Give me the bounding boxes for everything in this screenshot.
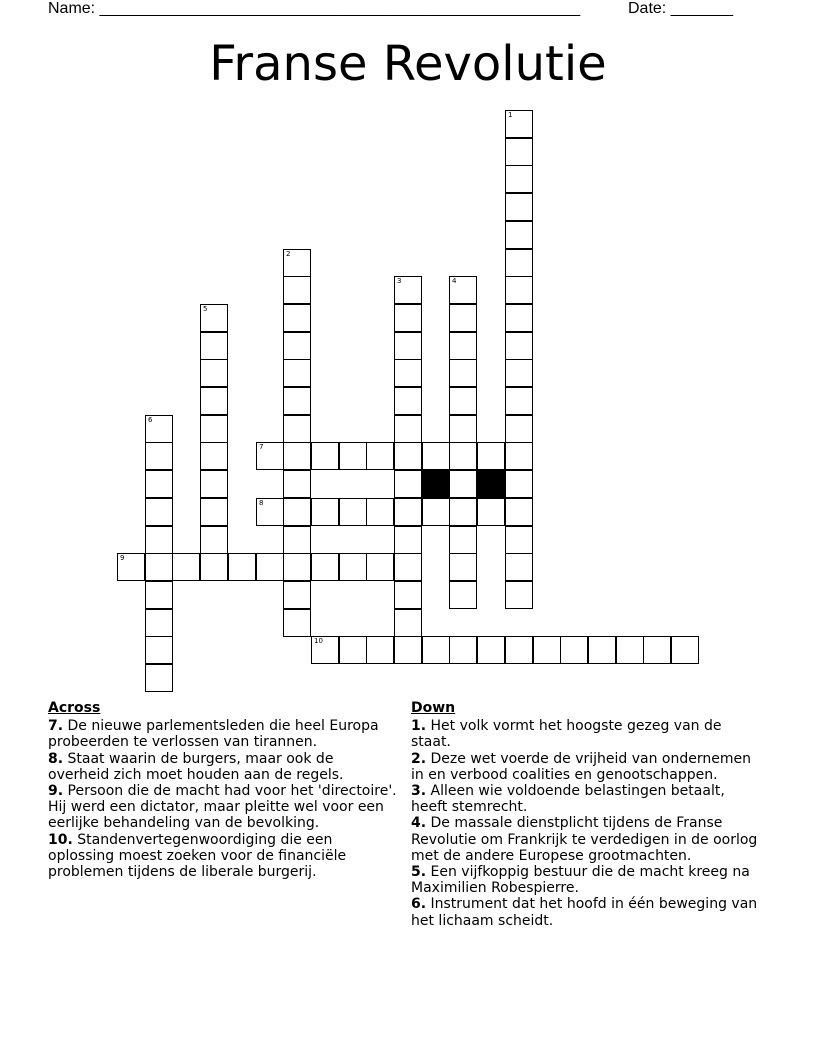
- grid-cell[interactable]: [394, 415, 422, 443]
- cell-number: 1: [508, 111, 513, 119]
- grid-cell[interactable]: [145, 636, 173, 664]
- grid-cell[interactable]: [145, 553, 173, 581]
- grid-cell[interactable]: [394, 442, 422, 470]
- grid-cell[interactable]: [200, 526, 228, 554]
- grid-cell[interactable]: [283, 609, 311, 637]
- clue-text: De massale dienstplicht tijdens de Franse Revolutie om Frankrijk te verdedigen in de oorlog met de andere Europese grootmachten.: [411, 815, 758, 864]
- grid-cell[interactable]: [394, 498, 422, 526]
- grid-cell[interactable]: [283, 470, 311, 498]
- cell-number: 5: [203, 305, 208, 313]
- grid-cell[interactable]: [256, 498, 284, 526]
- clue-number: 8.: [48, 750, 64, 767]
- clue-text: De nieuwe parlementsleden die heel Europa probeerden te verlossen van tirannen.: [48, 718, 379, 751]
- cell-number: 6: [148, 416, 153, 424]
- grid-cell[interactable]: [283, 332, 311, 360]
- grid-cell[interactable]: [394, 526, 422, 554]
- grid-cell[interactable]: [256, 442, 284, 470]
- grid-cell[interactable]: [200, 498, 228, 526]
- grid-cell[interactable]: [311, 442, 339, 470]
- grid-cell[interactable]: [505, 387, 533, 415]
- black-square: [422, 470, 450, 498]
- grid-cell[interactable]: [339, 498, 367, 526]
- clue-text: Instrument dat het hoofd in één beweging van het lichaam scheidt.: [411, 896, 758, 929]
- grid-cell[interactable]: [449, 276, 477, 304]
- page-title: Franse Revolutie: [209, 36, 607, 92]
- grid-cell[interactable]: [283, 526, 311, 554]
- grid-cell[interactable]: [394, 304, 422, 332]
- grid-cell[interactable]: [366, 498, 394, 526]
- grid-cell[interactable]: [422, 636, 450, 664]
- clue-text: Een vijfkoppig bestuur die de macht kreeg na Maximilien Robespierre.: [411, 864, 750, 897]
- grid-cell[interactable]: [283, 442, 311, 470]
- clue-text: Standenvertegenwoordiging die een oplossing moest zoeken voor de financiële problemen tijdens de liberale burgerij.: [48, 831, 347, 881]
- across-clues: [48, 700, 398, 880]
- clue-text: Staat waarin de burgers, maar ook de overheid zich moet houden aan de regels.: [48, 750, 344, 783]
- grid-cell[interactable]: [200, 359, 228, 387]
- grid-cell[interactable]: [588, 636, 616, 664]
- clue-number: 4.: [411, 815, 427, 832]
- down-clue-4: [411, 815, 761, 864]
- grid-cell[interactable]: [505, 221, 533, 249]
- grid-cell[interactable]: [366, 553, 394, 581]
- grid-cell[interactable]: [449, 636, 477, 664]
- cell-number: 7: [259, 443, 264, 451]
- clue-number: 7.: [48, 718, 64, 735]
- grid-cell[interactable]: [200, 304, 228, 332]
- across-clue-9: [48, 783, 398, 832]
- name-line: Name: ______________________________________________________: [48, 0, 581, 17]
- grid-cell[interactable]: [505, 636, 533, 664]
- cell-number: 8: [259, 499, 264, 507]
- grid-cell[interactable]: [145, 498, 173, 526]
- grid-cell[interactable]: [671, 636, 699, 664]
- grid-cell[interactable]: [477, 636, 505, 664]
- grid-cell[interactable]: [560, 636, 588, 664]
- grid-cell[interactable]: [366, 442, 394, 470]
- grid-cell[interactable]: [449, 442, 477, 470]
- grid-cell[interactable]: [145, 581, 173, 609]
- grid-cell[interactable]: [394, 359, 422, 387]
- grid-cell[interactable]: [394, 553, 422, 581]
- grid-cell[interactable]: [394, 332, 422, 360]
- down-clue-6: [411, 896, 761, 928]
- grid-cell[interactable]: [505, 138, 533, 166]
- grid-cell[interactable]: [505, 193, 533, 221]
- grid-cell[interactable]: [505, 526, 533, 554]
- grid-cell[interactable]: [145, 442, 173, 470]
- grid-cell[interactable]: [394, 581, 422, 609]
- grid-cell[interactable]: [200, 415, 228, 443]
- grid-cell[interactable]: [145, 664, 173, 692]
- grid-cell[interactable]: [145, 609, 173, 637]
- grid-cell[interactable]: [200, 470, 228, 498]
- clue-text: Persoon die de macht had voor het 'directoire'. Hij werd een dictator, maar pleitte wel voor een eerlijke behandeling van de bevolking.: [48, 783, 397, 832]
- grid-cell[interactable]: [422, 442, 450, 470]
- grid-cell[interactable]: [505, 498, 533, 526]
- grid-cell[interactable]: [505, 470, 533, 498]
- grid-cell[interactable]: [145, 415, 173, 443]
- grid-cell[interactable]: [449, 553, 477, 581]
- grid-cell[interactable]: [505, 359, 533, 387]
- grid-cell[interactable]: [449, 470, 477, 498]
- grid-cell[interactable]: [283, 387, 311, 415]
- across-clue-7: [48, 718, 398, 750]
- grid-cell[interactable]: [449, 332, 477, 360]
- clue-number: 6.: [411, 896, 427, 913]
- grid-cell[interactable]: [394, 636, 422, 664]
- clue-number: 1.: [411, 718, 427, 735]
- clue-number: 10.: [48, 831, 73, 848]
- grid-cell[interactable]: [311, 636, 339, 664]
- grid-cell[interactable]: [505, 276, 533, 304]
- grid-cell[interactable]: [145, 470, 173, 498]
- grid-cell[interactable]: [449, 498, 477, 526]
- grid-cell[interactable]: [449, 359, 477, 387]
- grid-cell[interactable]: [449, 581, 477, 609]
- grid-cell[interactable]: [477, 442, 505, 470]
- grid-cell[interactable]: [394, 387, 422, 415]
- grid-cell[interactable]: [228, 553, 256, 581]
- grid-cell[interactable]: [477, 498, 505, 526]
- cell-number: 2: [286, 250, 291, 258]
- grid-cell[interactable]: [283, 553, 311, 581]
- grid-cell[interactable]: [505, 304, 533, 332]
- grid-cell[interactable]: [283, 276, 311, 304]
- grid-cell[interactable]: [283, 359, 311, 387]
- grid-cell[interactable]: [449, 304, 477, 332]
- down-clues: [411, 700, 761, 929]
- grid-cell[interactable]: [200, 332, 228, 360]
- grid-cell[interactable]: [394, 470, 422, 498]
- grid-cell[interactable]: [200, 553, 228, 581]
- clue-number: 9.: [48, 783, 64, 800]
- grid-cell[interactable]: [200, 387, 228, 415]
- grid-cell[interactable]: [505, 442, 533, 470]
- grid-cell[interactable]: [256, 553, 284, 581]
- grid-cell[interactable]: [505, 332, 533, 360]
- grid-cell[interactable]: [505, 581, 533, 609]
- grid-cell[interactable]: [616, 636, 644, 664]
- black-square: [477, 470, 505, 498]
- grid-cell[interactable]: [366, 636, 394, 664]
- grid-cell[interactable]: [283, 304, 311, 332]
- grid-cell[interactable]: [394, 609, 422, 637]
- grid-cell[interactable]: [339, 553, 367, 581]
- grid-cell[interactable]: [449, 387, 477, 415]
- grid-cell[interactable]: [422, 498, 450, 526]
- clue-text: Het volk vormt het hoogste gezeg van de staat.: [411, 718, 722, 751]
- grid-cell[interactable]: [172, 553, 200, 581]
- grid-cell[interactable]: [505, 553, 533, 581]
- grid-cell[interactable]: [339, 636, 367, 664]
- down-clue-1: [411, 718, 761, 750]
- grid-cell[interactable]: [339, 442, 367, 470]
- grid-cell[interactable]: [145, 526, 173, 554]
- grid-cell[interactable]: [533, 636, 561, 664]
- cell-number: 3: [397, 277, 402, 285]
- grid-cell[interactable]: [505, 110, 533, 138]
- cell-number: 4: [452, 277, 457, 285]
- down-heading: Down: [411, 700, 456, 716]
- cell-number: 9: [120, 554, 125, 562]
- grid-cell[interactable]: [449, 415, 477, 443]
- grid-cell[interactable]: [505, 165, 533, 193]
- grid-cell[interactable]: [283, 415, 311, 443]
- cell-number: 10: [314, 637, 323, 645]
- clue-text: Deze wet voerde de vrijheid van ondernemen in en verbood coalities en genootschappen.: [411, 750, 751, 783]
- clue-text: Alleen wie voldoende belastingen betaalt, heeft stemrecht.: [411, 783, 725, 816]
- clue-number: 2.: [411, 750, 427, 767]
- grid-cell[interactable]: [643, 636, 671, 664]
- across-clue-8: [48, 751, 398, 783]
- across-clue-10: [48, 832, 398, 881]
- grid-cell[interactable]: [200, 442, 228, 470]
- grid-cell[interactable]: [311, 553, 339, 581]
- down-clue-3: [411, 783, 761, 815]
- clue-number: 3.: [411, 783, 427, 800]
- grid-cell[interactable]: [311, 498, 339, 526]
- grid-cell[interactable]: [117, 553, 145, 581]
- clue-number: 5.: [411, 864, 427, 881]
- date-line: Date: _______: [628, 0, 733, 17]
- grid-cell[interactable]: [283, 249, 311, 277]
- grid-cell[interactable]: [505, 415, 533, 443]
- grid-cell[interactable]: [283, 581, 311, 609]
- down-clue-2: [411, 751, 761, 783]
- grid-cell[interactable]: [505, 249, 533, 277]
- across-heading: Across: [48, 700, 101, 716]
- grid-cell[interactable]: [283, 498, 311, 526]
- down-clue-5: [411, 864, 761, 896]
- grid-cell[interactable]: [449, 526, 477, 554]
- grid-cell[interactable]: [394, 276, 422, 304]
